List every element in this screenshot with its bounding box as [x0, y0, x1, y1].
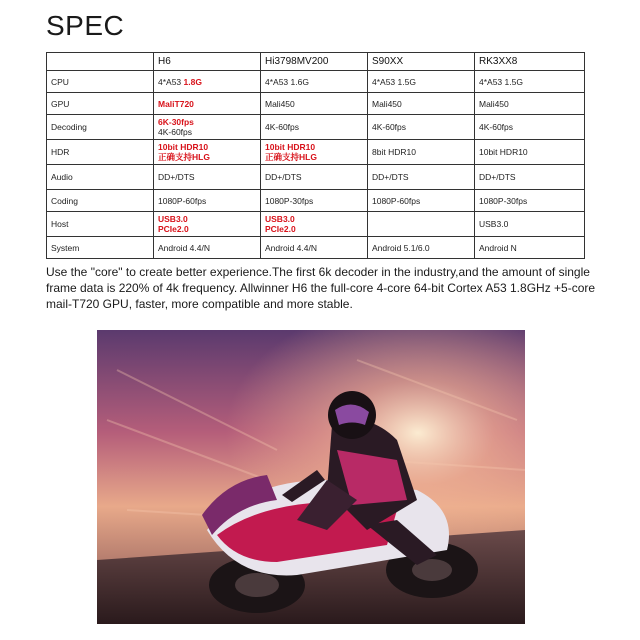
cell-line	[479, 243, 580, 253]
cell-line	[158, 172, 256, 182]
table-header-row	[47, 53, 585, 71]
cell-text: DD+/DTS	[158, 172, 195, 182]
table-cell	[154, 165, 261, 190]
cell-line	[158, 127, 256, 137]
cell-line	[479, 196, 580, 206]
cell-line	[265, 172, 363, 182]
highlight-text: 6K-30fps	[158, 117, 194, 127]
table-cell	[475, 140, 585, 165]
cell-text: 1080P-30fps	[265, 195, 314, 206]
header-cell: H6	[154, 53, 261, 71]
table-row	[47, 140, 585, 165]
header-cell	[47, 53, 154, 71]
highlight-text: 1.8G	[183, 76, 202, 87]
table-cell	[154, 237, 261, 259]
highlight-text: PCIe2.0	[265, 224, 296, 234]
table-row	[47, 93, 585, 115]
cell-text: Android 4.4/N	[265, 242, 317, 253]
cell-text: 4*A53	[158, 76, 184, 87]
cell-line	[265, 122, 363, 132]
cell-line	[479, 219, 580, 229]
table-cell	[368, 71, 475, 93]
highlight-text: 正确支持HLG	[265, 152, 317, 162]
highlight-text: MaliT720	[158, 98, 194, 109]
cell-text: 4*A53 1.5G	[372, 76, 416, 87]
cell-text: Mali450	[479, 98, 509, 109]
table-cell	[368, 212, 475, 237]
cell-text: 1080P-60fps	[158, 195, 207, 206]
highlight-text: 10bit HDR10	[265, 142, 316, 152]
table-cell	[368, 140, 475, 165]
row-label: Host	[47, 212, 154, 237]
cell-line	[479, 122, 580, 132]
cell-line	[158, 77, 256, 87]
table-cell	[261, 115, 368, 140]
cell-text: 4*A53 1.6G	[265, 76, 309, 87]
table-cell	[368, 115, 475, 140]
cell-line	[265, 99, 363, 109]
table-row	[47, 190, 585, 212]
cell-line	[479, 77, 580, 87]
table-cell	[261, 71, 368, 93]
highlight-text: USB3.0	[265, 214, 295, 224]
cell-text: DD+/DTS	[372, 172, 409, 182]
cell-text: 8bit HDR10	[372, 147, 416, 157]
cell-line	[372, 99, 470, 109]
cell-text: Android 5.1/6.0	[372, 242, 430, 253]
cell-line	[479, 147, 580, 157]
table-cell	[154, 93, 261, 115]
cell-line	[372, 196, 470, 206]
table-row	[47, 212, 585, 237]
cell-line	[158, 224, 256, 234]
cell-line	[265, 142, 363, 152]
cell-line	[265, 152, 363, 162]
header-cell: RK3XX8	[475, 53, 585, 71]
cell-text: 4K-60fps	[372, 122, 407, 132]
table-cell	[475, 115, 585, 140]
row-label: Audio	[47, 165, 154, 190]
highlight-text: 10bit HDR10	[158, 142, 209, 152]
table-cell	[475, 71, 585, 93]
cell-text: 4*A53 1.5G	[479, 76, 523, 87]
cell-line	[265, 77, 363, 87]
cell-text: DD+/DTS	[265, 172, 302, 182]
cell-text: 10bit HDR10	[479, 147, 528, 157]
row-label: HDR	[47, 140, 154, 165]
table-cell	[154, 115, 261, 140]
row-label: Decoding	[47, 115, 154, 140]
header-cell: S90XX	[368, 53, 475, 71]
table-row	[47, 237, 585, 259]
table-row	[47, 71, 585, 93]
table-cell	[475, 237, 585, 259]
cell-text: 4K-60fps	[479, 122, 514, 132]
cell-line	[265, 224, 363, 234]
cell-line	[372, 122, 470, 132]
spec-table-body	[47, 71, 585, 259]
cell-text: Android 4.4/N	[158, 242, 210, 253]
cell-line	[372, 77, 470, 87]
cell-line	[158, 214, 256, 224]
cell-line	[158, 196, 256, 206]
cell-text: Mali450	[372, 98, 402, 109]
cell-line	[158, 117, 256, 127]
cell-line	[158, 243, 256, 253]
header-cell: Hi3798MV200	[261, 53, 368, 71]
table-cell	[475, 212, 585, 237]
table-cell	[475, 190, 585, 212]
cell-text: DD+/DTS	[479, 172, 516, 182]
table-cell	[368, 237, 475, 259]
motorcycle-rider-photo	[97, 330, 525, 624]
table-cell	[368, 190, 475, 212]
highlight-text: 正确支持HLG	[158, 152, 210, 162]
table-cell	[154, 140, 261, 165]
cell-text: 1080P-60fps	[372, 195, 421, 206]
cell-line	[372, 172, 470, 182]
cell-text: Mali450	[265, 98, 295, 109]
description-text: Use the "core" to create better experience.The first 6k decoder in the industry,and the amount of single frame data is 220% of 4k frequency. Allwinner H6 the full-core 4-core 64-bit Cortex A53 1.8GHz +5-core mail-T720 GPU, faster, more compatible and more stable.	[46, 265, 596, 311]
table-cell	[154, 71, 261, 93]
row-label: Coding	[47, 190, 154, 212]
row-label: System	[47, 237, 154, 259]
table-cell	[154, 190, 261, 212]
table-cell	[261, 212, 368, 237]
cell-line	[372, 147, 470, 157]
table-cell	[368, 165, 475, 190]
table-cell	[368, 93, 475, 115]
cell-line	[158, 99, 256, 109]
cell-line	[158, 152, 256, 162]
cell-line	[479, 99, 580, 109]
cell-text: 4K-60fps	[158, 127, 193, 137]
table-cell	[261, 190, 368, 212]
table-cell	[261, 140, 368, 165]
table-cell	[261, 237, 368, 259]
cell-line	[479, 172, 580, 182]
cell-line	[265, 214, 363, 224]
cell-text: 4K-60fps	[265, 122, 300, 132]
table-cell	[154, 212, 261, 237]
cell-line	[265, 196, 363, 206]
cell-line	[265, 243, 363, 253]
row-label: CPU	[47, 71, 154, 93]
table-cell	[475, 165, 585, 190]
cell-text: 1080P-30fps	[479, 195, 528, 206]
table-cell	[261, 165, 368, 190]
highlight-text: PCIe2.0	[158, 224, 189, 234]
page-title: SPEC	[46, 10, 125, 41]
spec-table	[46, 52, 585, 259]
highlight-text: USB3.0	[158, 214, 188, 224]
cell-line	[372, 243, 470, 253]
cell-line	[158, 142, 256, 152]
cell-text: Android N	[479, 242, 517, 253]
table-row	[47, 115, 585, 140]
row-label: GPU	[47, 93, 154, 115]
table-cell	[475, 93, 585, 115]
table-cell	[261, 93, 368, 115]
table-row	[47, 165, 585, 190]
cell-text: USB3.0	[479, 219, 509, 229]
